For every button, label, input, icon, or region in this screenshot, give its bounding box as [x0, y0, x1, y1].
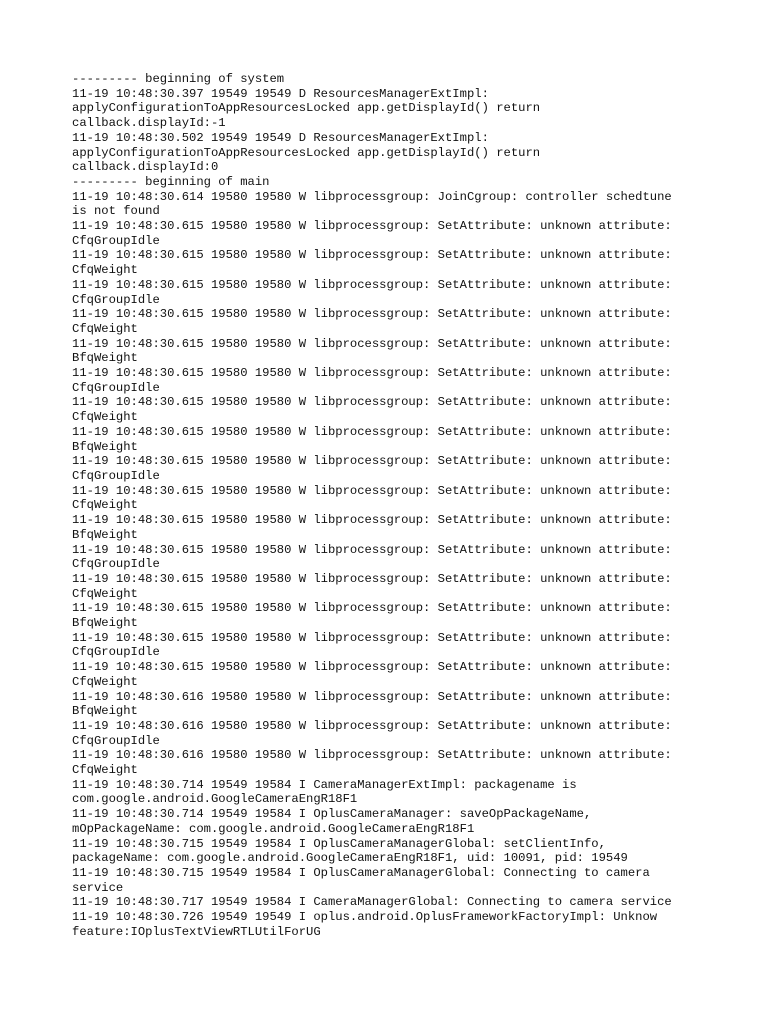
- log-line: 11-19 10:48:30.615 19580 19580 W libprocessgroup: SetAttribute: unknown attribute:: [72, 630, 672, 645]
- log-line: callback.displayId:-1: [72, 116, 226, 131]
- log-line: 11-19 10:48:30.615 19580 19580 W libprocessgroup: SetAttribute: unknown attribute:: [72, 601, 672, 616]
- log-line: --------- beginning of main: [72, 174, 270, 189]
- log-line: CfqGroupIdle: [72, 380, 160, 395]
- log-line: --------- beginning of system: [72, 72, 285, 86]
- log-line: 11-19 10:48:30.615 19580 19580 W libprocessgroup: SetAttribute: unknown attribute:: [72, 424, 672, 439]
- log-line: 11-19 10:48:30.397 19549 19549 D ResourcesManagerExtImpl:: [72, 86, 489, 101]
- log-line: applyConfigurationToAppResourcesLocked app.getDisplayId() return: [72, 145, 541, 160]
- log-line: 11-19 10:48:30.615 19580 19580 W libprocessgroup: SetAttribute: unknown attribute:: [72, 542, 672, 557]
- log-line: BfqWeight: [72, 527, 138, 542]
- log-line: 11-19 10:48:30.615 19580 19580 W libprocessgroup: SetAttribute: unknown attribute:: [72, 219, 672, 234]
- log-line: CfqGroupIdle: [72, 468, 160, 483]
- log-line: 11-19 10:48:30.715 19549 19584 I OplusCameraManagerGlobal: Connecting to camera: [72, 865, 650, 880]
- log-line: applyConfigurationToAppResourcesLocked app.getDisplayId() return: [72, 101, 541, 116]
- log-line: 11-19 10:48:30.726 19549 19549 I oplus.android.OplusFrameworkFactoryImpl: Unknow: [72, 910, 658, 925]
- log-line: 11-19 10:48:30.714 19549 19584 I OplusCameraManager: saveOpPackageName,: [72, 807, 592, 822]
- log-document: [72, 72, 712, 939]
- log-line: 11-19 10:48:30.616 19580 19580 W libprocessgroup: SetAttribute: unknown attribute:: [72, 689, 672, 704]
- log-line: CfqWeight: [72, 763, 138, 778]
- log-line: CfqGroupIdle: [72, 292, 160, 307]
- log-line: CfqWeight: [72, 674, 138, 689]
- log-line: is not found: [72, 204, 160, 219]
- log-line: CfqWeight: [72, 410, 138, 425]
- log-line: 11-19 10:48:30.616 19580 19580 W libprocessgroup: SetAttribute: unknown attribute:: [72, 718, 672, 733]
- log-line: 11-19 10:48:30.615 19580 19580 W libprocessgroup: SetAttribute: unknown attribute:: [72, 307, 672, 322]
- log-line: feature:IOplusTextViewRTLUtilForUG: [72, 924, 321, 939]
- log-line: 11-19 10:48:30.616 19580 19580 W libprocessgroup: SetAttribute: unknown attribute:: [72, 748, 672, 763]
- log-line: 11-19 10:48:30.715 19549 19584 I OplusCameraManagerGlobal: setClientInfo,: [72, 836, 606, 851]
- log-line: CfqWeight: [72, 321, 138, 336]
- log-line: BfqWeight: [72, 351, 138, 366]
- log-line: CfqWeight: [72, 586, 138, 601]
- log-line: 11-19 10:48:30.615 19580 19580 W libprocessgroup: SetAttribute: unknown attribute:: [72, 395, 672, 410]
- log-line: 11-19 10:48:30.615 19580 19580 W libprocessgroup: SetAttribute: unknown attribute:: [72, 513, 672, 528]
- log-line: CfqGroupIdle: [72, 233, 160, 248]
- log-line: CfqWeight: [72, 263, 138, 278]
- log-line: 11-19 10:48:30.615 19580 19580 W libprocessgroup: SetAttribute: unknown attribute:: [72, 483, 672, 498]
- log-line: CfqGroupIdle: [72, 645, 160, 660]
- log-line: 11-19 10:48:30.714 19549 19584 I CameraManagerExtImpl: packagename is: [72, 777, 577, 792]
- log-line: 11-19 10:48:30.615 19580 19580 W libprocessgroup: SetAttribute: unknown attribute:: [72, 336, 672, 351]
- log-line: CfqGroupIdle: [72, 557, 160, 572]
- log-line: BfqWeight: [72, 704, 138, 719]
- log-line: 11-19 10:48:30.614 19580 19580 W libprocessgroup: JoinCgroup: controller schedtune: [72, 189, 672, 204]
- log-line: packageName: com.google.android.GoogleCameraEngR18F1, uid: 10091, pid: 19549: [72, 851, 628, 866]
- log-line: 11-19 10:48:30.615 19580 19580 W libprocessgroup: SetAttribute: unknown attribute:: [72, 248, 672, 263]
- log-line: 11-19 10:48:30.502 19549 19549 D ResourcesManagerExtImpl:: [72, 130, 489, 145]
- log-line: 11-19 10:48:30.717 19549 19584 I CameraManagerGlobal: Connecting to camera service: [72, 895, 672, 910]
- log-line: CfqWeight: [72, 498, 138, 513]
- log-line: mOpPackageName: com.google.android.GoogleCameraEngR18F1: [72, 821, 475, 836]
- log-line: BfqWeight: [72, 616, 138, 631]
- log-line: BfqWeight: [72, 439, 138, 454]
- log-line: service: [72, 880, 124, 895]
- log-line: 11-19 10:48:30.615 19580 19580 W libprocessgroup: SetAttribute: unknown attribute:: [72, 571, 672, 586]
- log-line: 11-19 10:48:30.615 19580 19580 W libprocessgroup: SetAttribute: unknown attribute:: [72, 277, 672, 292]
- log-line: 11-19 10:48:30.615 19580 19580 W libprocessgroup: SetAttribute: unknown attribute:: [72, 366, 672, 381]
- log-line: 11-19 10:48:30.615 19580 19580 W libprocessgroup: SetAttribute: unknown attribute:: [72, 660, 672, 675]
- log-line: callback.displayId:0: [72, 160, 219, 175]
- log-line: com.google.android.GoogleCameraEngR18F1: [72, 792, 358, 807]
- log-line: 11-19 10:48:30.615 19580 19580 W libprocessgroup: SetAttribute: unknown attribute:: [72, 454, 672, 469]
- log-line: CfqGroupIdle: [72, 733, 160, 748]
